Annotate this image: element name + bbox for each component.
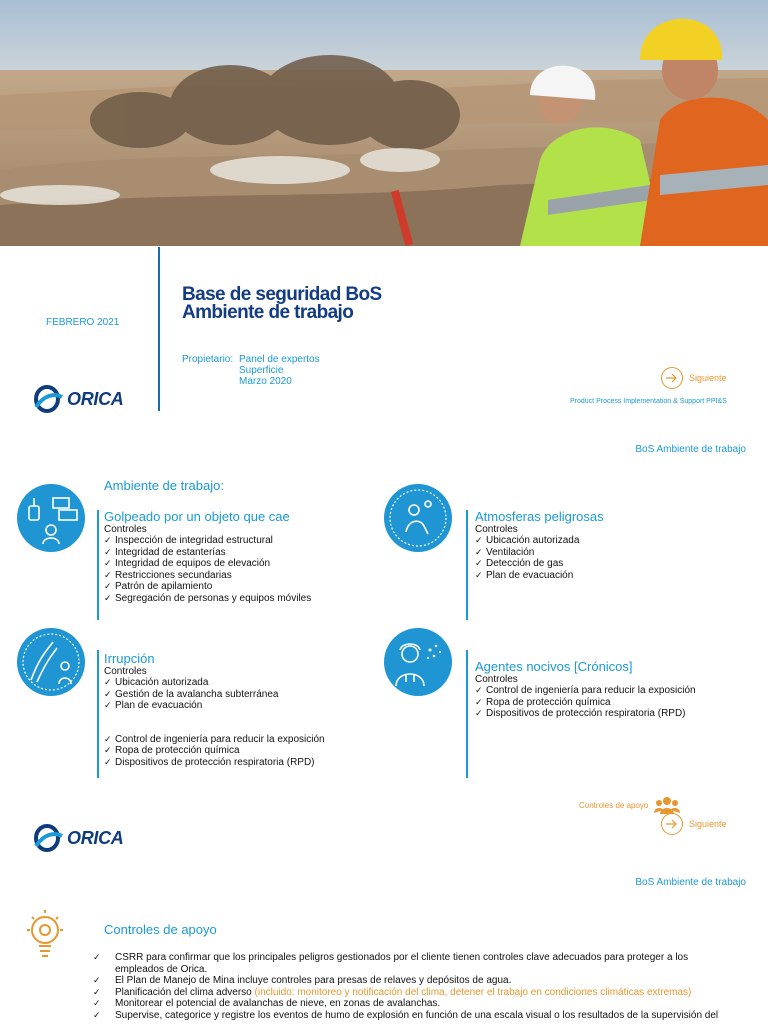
orica-logo — [34, 824, 124, 852]
page-header: BoS Ambiente de trabajo — [635, 444, 746, 455]
orica-logo-text: ORICA — [67, 827, 124, 848]
controls-list — [104, 535, 311, 604]
cover-divider — [158, 247, 160, 411]
hero-photo — [0, 0, 768, 246]
control-item: ✓ Segregación de personas y equipos móviles — [104, 593, 311, 605]
section-title: Ambiente de trabajo: — [104, 478, 224, 493]
controls-label: Controles — [475, 674, 518, 685]
control-item: ✓ Control de ingeniería para reducir la exposición — [104, 734, 325, 746]
support-item: ✓ Supervise, categorice y registre los eventos de humo de explosión en función de una escala visual o los resultados de la supervisión del — [104, 1010, 724, 1022]
controls-list — [104, 677, 325, 712]
controls-list — [475, 685, 696, 720]
control-item: ✓ Ventilación — [475, 547, 604, 559]
control-item: ✓ Restricciones secundarias — [104, 570, 311, 582]
inrush-icon — [17, 628, 85, 696]
cover-date: FEBRERO 2021 — [46, 317, 120, 328]
hazard-block — [475, 509, 604, 581]
controls-label: Controles — [475, 524, 518, 535]
controls-label: Controles — [104, 666, 147, 677]
orica-logo-mark — [34, 824, 64, 852]
hazard-title: Agentes nocivos [Crónicos] — [475, 659, 633, 674]
control-item: ✓ Ropa de protección química — [104, 745, 325, 757]
orica-logo — [34, 385, 124, 413]
hazard-divider — [466, 650, 468, 778]
controls-list — [104, 734, 325, 769]
orica-logo-mark — [34, 385, 64, 413]
support-list — [104, 952, 724, 1021]
people-group-icon — [654, 796, 680, 814]
support-item — [104, 987, 724, 999]
support-item: ✓ El Plan de Manejo de Mina incluye controles para presas de relaves y depósitos de agua. — [104, 975, 724, 987]
control-item: ✓ Integridad de equipos de elevación — [104, 558, 311, 570]
hazard-block — [104, 651, 325, 768]
next-button[interactable] — [661, 813, 727, 835]
hazard-divider — [97, 650, 99, 778]
hazard-title: Atmosferas peligrosas — [475, 509, 604, 524]
control-item: ✓ Integridad de estanterías — [104, 547, 311, 559]
next-label: Siguiente — [689, 373, 727, 383]
control-item: ✓ Patrón de apilamiento — [104, 581, 311, 593]
arrow-right-icon — [661, 367, 683, 389]
owner-values — [239, 354, 320, 387]
harmful-agents-icon — [384, 628, 452, 696]
control-item: ✓ Ropa de protección química — [475, 697, 696, 709]
owner-line: Panel de expertos — [239, 354, 320, 365]
cover-title-line2: Ambiente de trabajo — [182, 302, 354, 323]
control-item: ✓ Ubicación autorizada — [104, 677, 325, 689]
falling-object-icon — [17, 484, 85, 552]
hazardous-atmosphere-icon — [384, 484, 452, 552]
hazard-divider — [97, 510, 99, 620]
hazard-block — [104, 509, 311, 604]
support-controls-label: Controles de apoyo — [579, 800, 649, 810]
hazard-divider — [466, 510, 468, 620]
orica-logo-text: ORICA — [67, 388, 124, 409]
page-header: BoS Ambiente de trabajo — [635, 877, 746, 888]
lightbulb-gear-icon — [22, 908, 68, 965]
control-item: ✓ Dispositivos de protección respiratoria (RPD) — [104, 757, 325, 769]
owner-label: Propietario: — [182, 354, 234, 365]
owner-block — [182, 354, 320, 387]
support-title: Controles de apoyo — [104, 922, 217, 937]
owner-line: Marzo 2020 — [239, 376, 292, 387]
control-item: ✓ Control de ingeniería para reducir la exposición — [475, 685, 696, 697]
hazard-title: Irrupción — [104, 651, 155, 666]
arrow-right-icon — [661, 813, 683, 835]
hazard-block — [475, 659, 696, 720]
control-item: ✓ Ubicación autorizada — [475, 535, 604, 547]
control-item: ✓ Plan de evacuación — [104, 700, 325, 712]
owner-line: Superficie — [239, 365, 284, 376]
hazard-title: Golpeado por un objeto que cae — [104, 509, 290, 524]
support-controls-link[interactable] — [579, 796, 680, 814]
support-item: ✓ CSRR para confirmar que los principales peligros gestionados por el cliente tienen controles clave adecuados para proteger a los empleados de Orica. — [104, 952, 724, 975]
cover-title — [182, 286, 382, 322]
next-label: Siguiente — [689, 819, 727, 829]
controls-label: Controles — [104, 524, 147, 535]
support-item-text: Planificación del clima adverso — [115, 986, 255, 998]
control-item: ✓ Gestión de la avalancha subterránea — [104, 689, 325, 701]
control-item: ✓ Plan de evacuación — [475, 570, 604, 582]
cover-title-line1: Base de seguridad BoS — [182, 284, 382, 305]
controls-list — [475, 535, 604, 581]
cover-footer-text: Product Process Implementation & Support PPI&S — [570, 398, 727, 405]
support-item-highlight: (incluido: monitoreo y notificación del clima, detener el trabajo en condiciones climáticas extremas) — [254, 986, 692, 998]
control-item: ✓ Dispositivos de protección respiratoria (RPD) — [475, 708, 696, 720]
control-item: ✓ Detección de gas — [475, 558, 604, 570]
control-item: ✓ Inspección de integridad estructural — [104, 535, 311, 547]
support-item: ✓ Monitorear el potencial de avalanchas de nieve, en zonas de avalanchas. — [104, 998, 724, 1010]
next-button[interactable] — [661, 367, 727, 389]
